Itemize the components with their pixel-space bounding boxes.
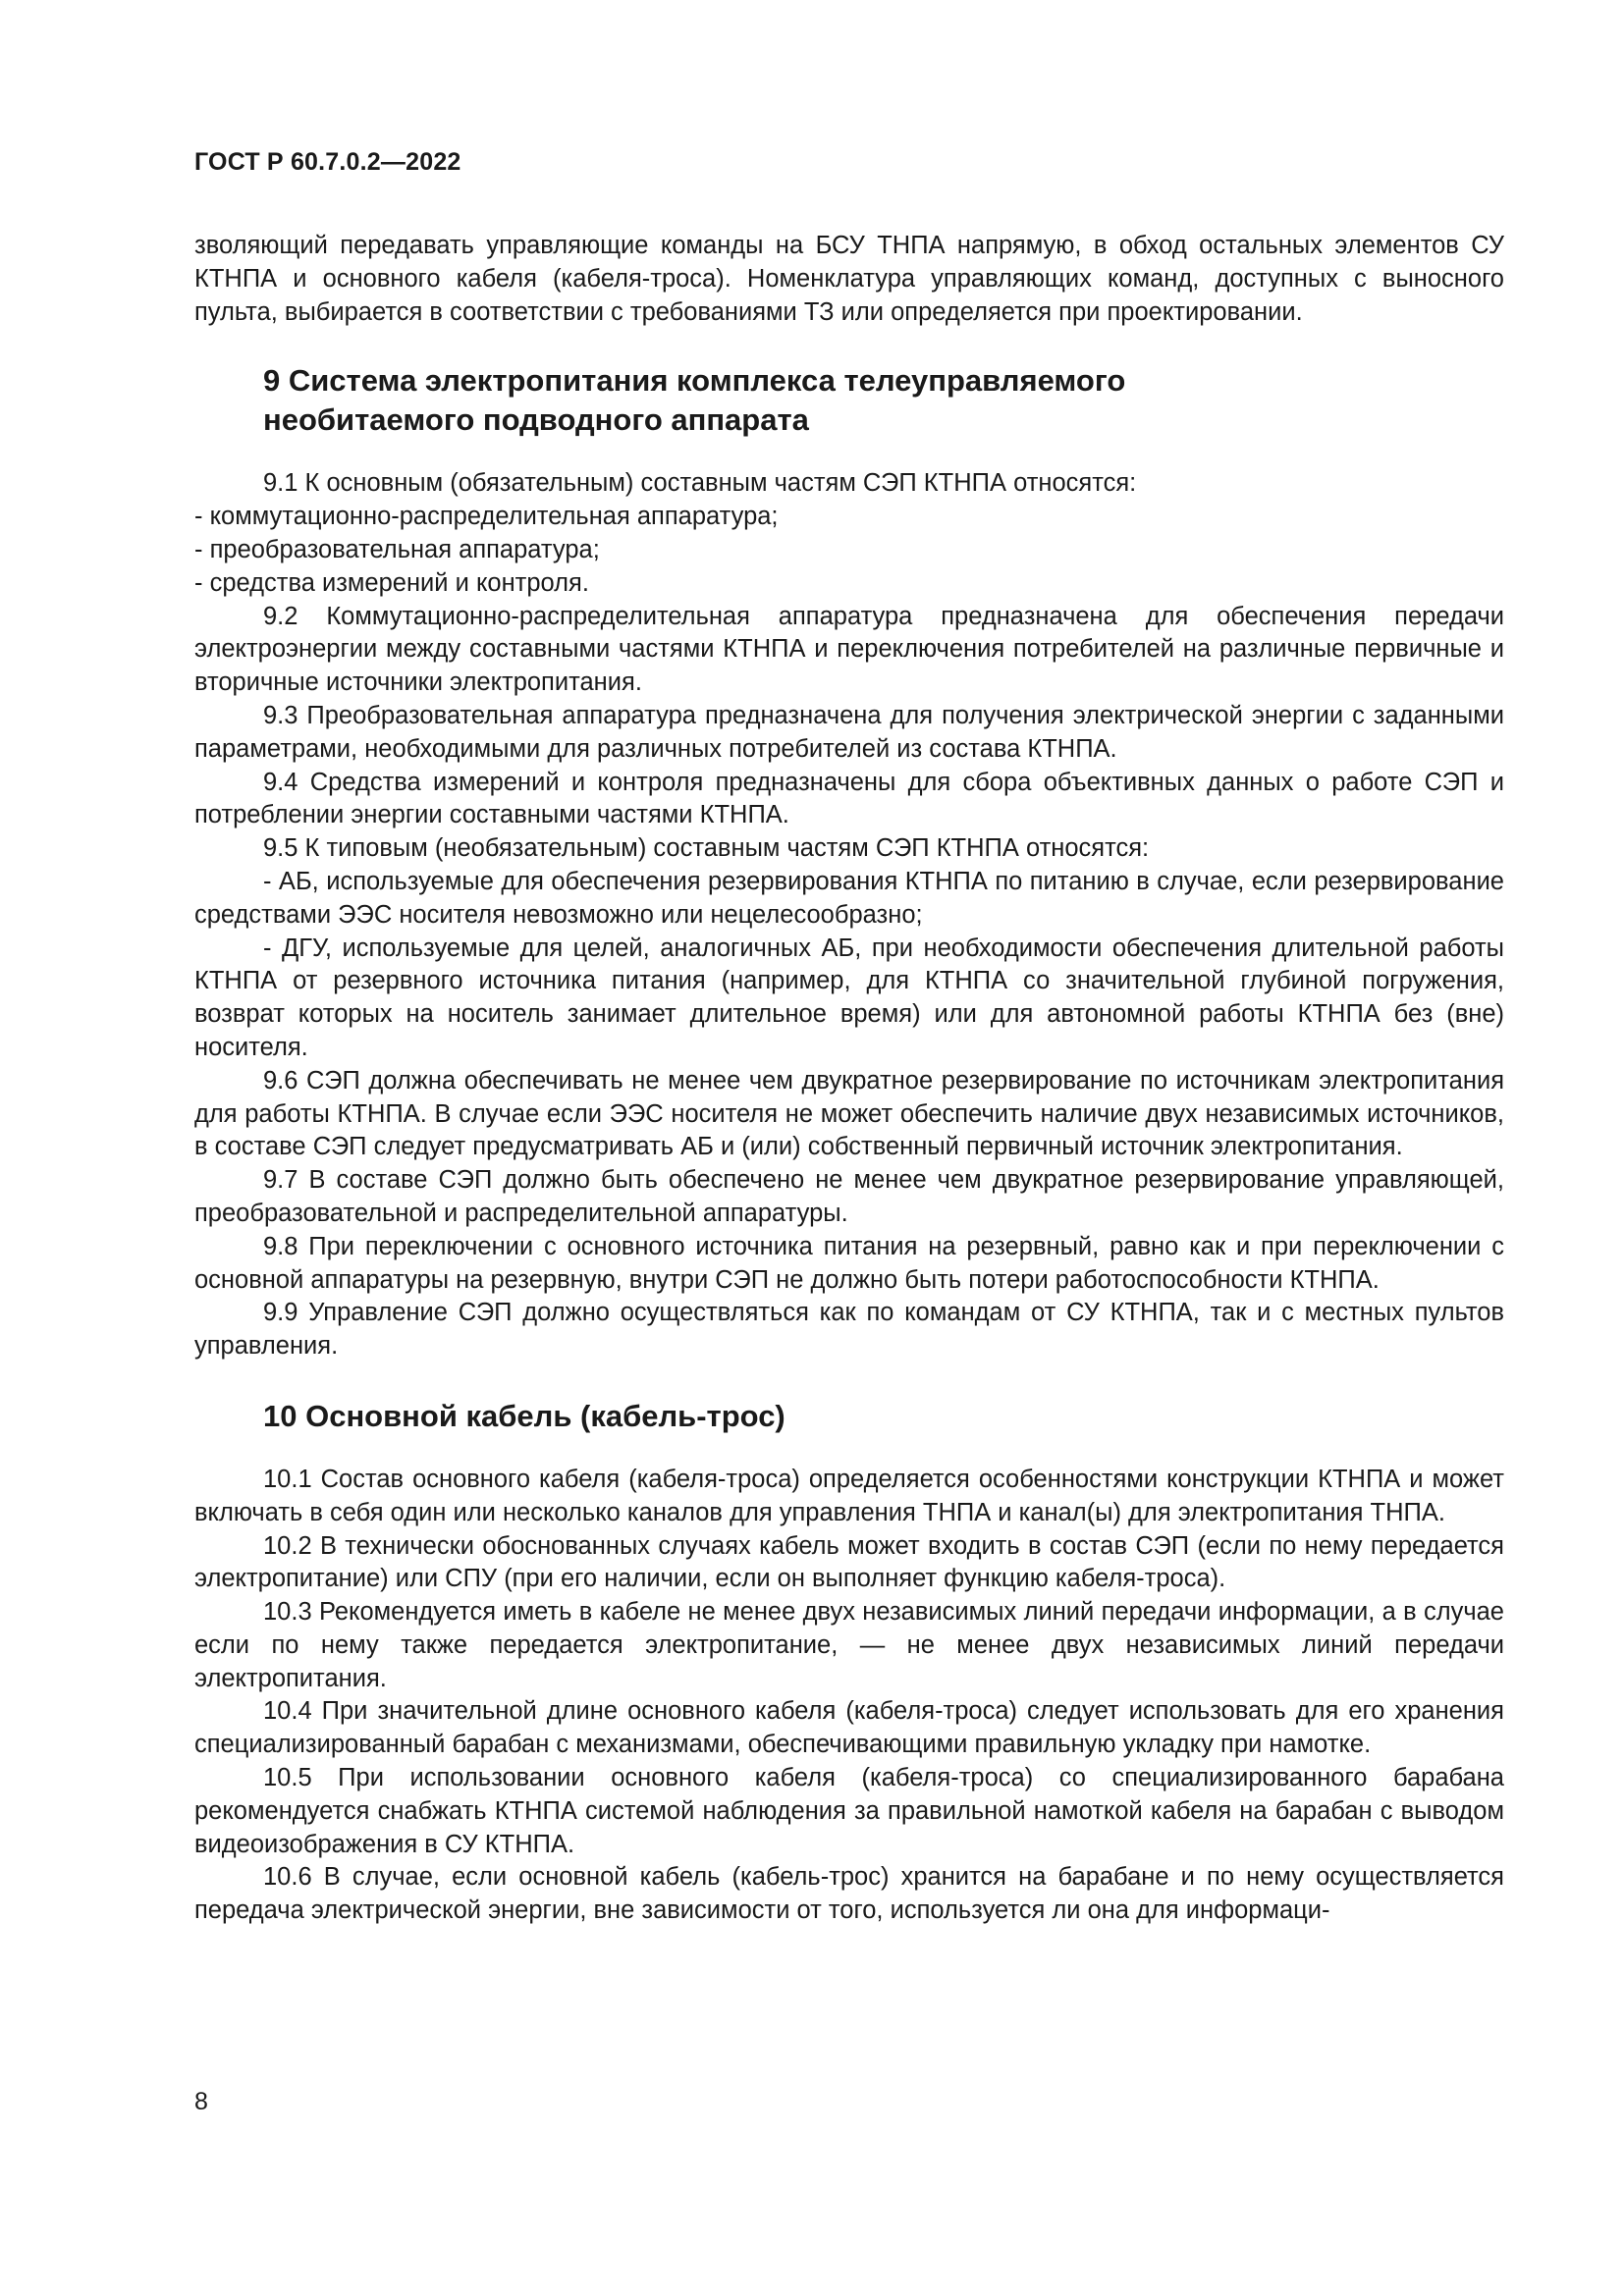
paragraph-10-6: 10.6 В случае, если основной кабель (кабель-трос) хранится на барабане и по нему осуществляется передача электрической энергии, вне зависимости от того, используется ли она для информаци-: [194, 1863, 1504, 1925]
paragraph-9-7: 9.7 В составе СЭП должно быть обеспечено не менее чем двукратное резервирование управляющей, преобразовательной и распределительной аппаратуры.: [194, 1166, 1504, 1227]
section-9-title-line-2: необитаемого подводного аппарата: [263, 402, 809, 438]
section-10-title: 10 Основной кабель (кабель-трос): [263, 1398, 785, 1433]
intro-paragraph: зволяющий передавать управляющие команды на БСУ ТНПА напрямую, в обход остальных элементов СУ КТНПА и основного кабеля (кабеля-троса). Номенклатура управляющих команд, доступных с выносного пульта, выбирается в соответствии с требованиями ТЗ или определяется при проектировании.: [194, 232, 1504, 326]
paragraph-9-2: 9.2 Коммутационно-распределительная аппаратура предназначена для обеспечения передачи электроэнергии между составными частями КТНПА и переключения потребителей на различные первичные и вторичные источники электропитания.: [194, 602, 1504, 697]
list-item-9-5-b: - ДГУ, используемые для целей, аналогичных АБ, при необходимости обеспечения длительной работы КТНПА от резервного источника питания (например, для КТНПА со значительной глубиной погружения, возврат которых на носитель занимает длительное время) или для автономной работы КТНПА без (вне) носителя.: [194, 934, 1504, 1061]
paragraph-9-8: 9.8 При переключении с основного источника питания на резервный, равно как и при переключении с основной аппаратуры на резервную, внутри СЭП не должно быть потери работоспособности КТНПА.: [194, 1232, 1504, 1294]
page-number: 8: [194, 2088, 208, 2115]
document-header: ГОСТ Р 60.7.0.2—2022: [194, 148, 461, 176]
paragraph-10-1: 10.1 Состав основного кабеля (кабеля-троса) определяется особенностями конструкции КТНПА и может включать в себя один или несколько каналов для управления ТНПА и канал(ы) для электропитания ТНПА.: [194, 1465, 1504, 1526]
paragraph-10-4: 10.4 При значительной длине основного кабеля (кабеля-троса) следует использовать для его хранения специализированный барабан с механизмами, обеспечивающими правильную укладку при намотке.: [194, 1697, 1504, 1759]
list-item-9-1-c: - средства измерений и контроля.: [194, 568, 589, 597]
paragraph-10-5: 10.5 При использовании основного кабеля (кабеля-троса) со специализированного барабана рекомендуется снабжать КТНПА системой наблюдения за правильной намоткой кабеля на барабан с выводом видеоизображения в СУ КТНПА.: [194, 1764, 1504, 1858]
document-page: [194, 145, 1504, 1928]
paragraph-9-3: 9.3 Преобразовательная аппаратура предназначена для получения электрической энергии с заданными параметрами, необходимыми для различных потребителей из состава КТНПА.: [194, 701, 1504, 763]
section-9-title: [263, 361, 1504, 440]
paragraph-9-4: 9.4 Средства измерений и контроля предназначены для сбора объективных данных о работе СЭП и потреблении энергии составными частями КТНПА.: [194, 768, 1504, 829]
paragraph-9-5: 9.5 К типовым (необязательным) составным частям СЭП КТНПА относятся:: [263, 834, 1150, 863]
paragraph-10-3: 10.3 Рекомендуется иметь в кабеле не менее двух независимых линий передачи информации, а в случае если по нему также передается электропитание, — не менее двух независимых линий передачи электропитания.: [194, 1598, 1504, 1692]
section-9-title-line-1: 9 Система электропитания комплекса телеуправляемого: [263, 363, 1126, 399]
paragraph-9-6: 9.6 СЭП должна обеспечивать не менее чем двукратное резервирование по источникам электропитания для работы КТНПА. В случае если ЭЭС носителя не может обеспечить наличие двух независимых источников, в составе СЭП следует предусматривать АБ и (или) собственный первичный источник электропитания.: [194, 1066, 1504, 1161]
list-item-9-5-a: - АБ, используемые для обеспечения резервирования КТНПА по питанию в случае, если резервирование средствами ЭЭС носителя невозможно или нецелесообразно;: [194, 867, 1504, 929]
paragraph-9-9: 9.9 Управление СЭП должно осуществляться как по командам от СУ КТНПА, так и с местных пультов управления.: [194, 1299, 1504, 1361]
list-item-9-1-a: - коммутационно-распределительная аппаратура;: [194, 503, 779, 531]
list-item-9-1-b: - преобразовательная аппаратура;: [194, 535, 600, 563]
paragraph-10-2: 10.2 В технически обоснованных случаях кабель может входить в состав СЭП (если по нему передается электропитание) или СПУ (при его наличии, если он выполняет функцию кабеля-троса).: [194, 1531, 1504, 1593]
paragraph-9-1: 9.1 К основным (обязательным) составным частям СЭП КТНПА относятся:: [263, 469, 1137, 498]
